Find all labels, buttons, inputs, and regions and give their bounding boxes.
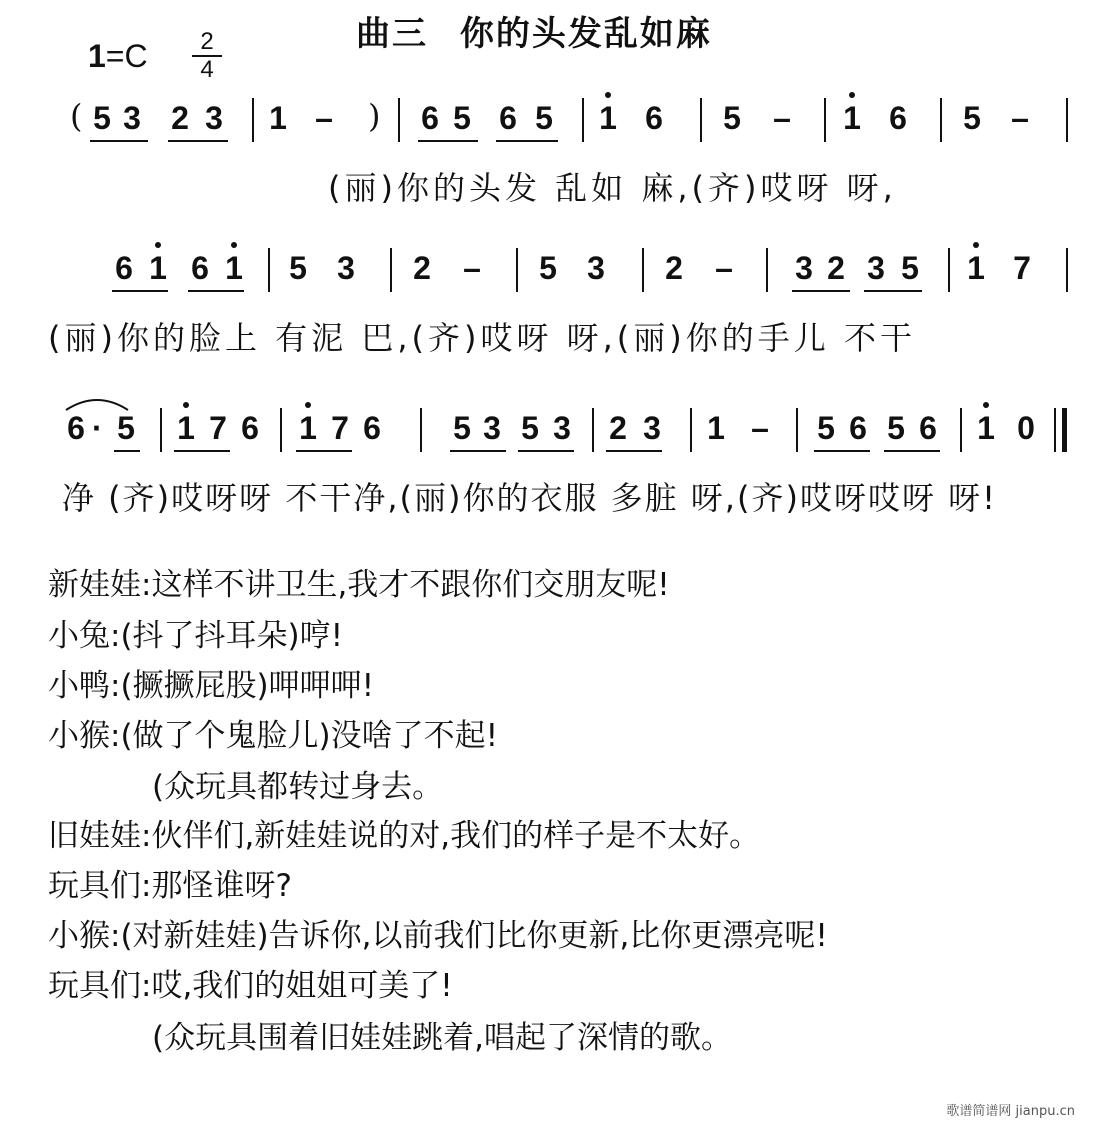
close-paren: ): [368, 97, 381, 135]
note: 5: [453, 410, 471, 446]
note: 3: [587, 250, 605, 286]
final-bar-thin: [1054, 408, 1056, 452]
note: 5: [887, 410, 905, 446]
bar-line: [160, 408, 162, 452]
note: 5: [93, 100, 111, 136]
bar-line: [280, 408, 282, 452]
note: 2: [609, 410, 627, 446]
beam: [606, 450, 662, 452]
dialogue-line-4: 小猴:(做了个鬼脸儿)没啥了不起!: [48, 718, 499, 754]
dialogue-line-2: 小兔:(抖了抖耳朵)哼!: [48, 618, 344, 654]
note-high: 1: [972, 408, 1000, 448]
note-dash: –: [463, 250, 481, 286]
bar-line: [398, 98, 400, 142]
note: 6: [499, 100, 517, 136]
note: 1: [707, 410, 725, 446]
note-dash: –: [315, 100, 333, 136]
note: 5: [963, 100, 981, 136]
note: 6: [645, 100, 663, 136]
octave-dot: [155, 242, 161, 248]
note: 2: [171, 100, 189, 136]
octave-dot: [983, 402, 989, 408]
note-dash: –: [751, 410, 769, 446]
note: 3: [553, 410, 571, 446]
dialogue-line-10: (众玩具围着旧娃娃跳着,唱起了深情的歌。: [152, 1020, 732, 1056]
note: 5: [289, 250, 307, 286]
bar-line: [642, 248, 644, 292]
beam: [518, 450, 574, 452]
note-high: 1: [144, 248, 172, 288]
song-title: 曲三 你的头发乱如麻: [356, 14, 712, 54]
dialogue-line-5: (众玩具都转过身去。: [152, 769, 444, 805]
beam: [114, 450, 140, 452]
bar-line: [766, 248, 768, 292]
beam: [188, 290, 244, 292]
note: 6: [849, 410, 867, 446]
dialogue-line-8: 小猴:(对新娃娃)告诉你,以前我们比你更新,比你更漂亮呢!: [48, 918, 828, 954]
bar-line: [948, 248, 950, 292]
note-high: 1: [838, 98, 866, 138]
beam: [168, 140, 228, 142]
augmentation-dot: ·: [92, 410, 103, 446]
note: 2: [413, 250, 431, 286]
octave-dot: [849, 92, 855, 98]
note: 7: [209, 410, 227, 446]
beam: [174, 450, 230, 452]
bar-line: [960, 408, 962, 452]
bar-line: [252, 98, 254, 142]
bar-line: [268, 248, 270, 292]
beam: [814, 450, 870, 452]
note-high: 1: [594, 98, 622, 138]
beam: [296, 450, 352, 452]
watermark: 歌谱简谱网 jianpu.cn: [946, 1104, 1075, 1119]
bar-line: [592, 408, 594, 452]
note: 5: [539, 250, 557, 286]
note-high: 1: [172, 408, 200, 448]
note: 5: [723, 100, 741, 136]
bar-line: [1066, 248, 1068, 292]
note: 5: [817, 410, 835, 446]
note: 3: [337, 250, 355, 286]
dialogue-line-1: 新娃娃:这样不讲卫生,我才不跟你们交朋友呢!: [48, 567, 670, 603]
note-high: 1: [962, 248, 990, 288]
beam: [884, 450, 940, 452]
note: 2: [827, 250, 845, 286]
octave-dot: [305, 402, 311, 408]
note: 5: [453, 100, 471, 136]
note: 3: [123, 100, 141, 136]
score-row-3: [0, 408, 1105, 478]
note: 6: [363, 410, 381, 446]
note: 6: [919, 410, 937, 446]
key-signature: 1=C: [88, 38, 148, 74]
meter-bottom: 4: [200, 56, 214, 83]
score-row-1: [0, 98, 1105, 168]
meter-top: 2: [200, 28, 214, 55]
octave-dot: [605, 92, 611, 98]
note-dash: –: [715, 250, 733, 286]
note: 6: [889, 100, 907, 136]
bar-line: [1066, 98, 1068, 142]
time-signature: [192, 30, 222, 82]
beam: [864, 290, 922, 292]
octave-dot: [183, 402, 189, 408]
beam: [450, 450, 506, 452]
note: 3: [867, 250, 885, 286]
octave-dot: [973, 242, 979, 248]
note-dash: –: [1011, 100, 1029, 136]
note: 6: [191, 250, 209, 286]
beam: [792, 290, 850, 292]
bar-line: [390, 248, 392, 292]
note: 6: [421, 100, 439, 136]
note: 7: [331, 410, 349, 446]
note: 3: [643, 410, 661, 446]
note: 5: [901, 250, 919, 286]
note: 6: [241, 410, 259, 446]
note: 5: [117, 410, 135, 446]
dialogue-line-6: 旧娃娃:伙伴们,新娃娃说的对,我们的样子是不太好。: [48, 818, 761, 854]
dialogue-line-9: 玩具们:哎,我们的姐姐可美了!: [48, 968, 453, 1004]
beam: [496, 140, 558, 142]
dialogue-line-3: 小鸭:(撅撅屁股)呷呷呷!: [48, 668, 375, 704]
beam: [90, 140, 148, 142]
bar-line: [824, 98, 826, 142]
note-high: 1: [294, 408, 322, 448]
note: 6: [67, 410, 85, 446]
note: 3: [483, 410, 501, 446]
bar-line: [516, 248, 518, 292]
note: 0: [1017, 410, 1035, 446]
note: 6: [115, 250, 133, 286]
note: 5: [521, 410, 539, 446]
lyric-line-1: (丽)你的头发 乱如 麻,(齐)哎呀 呀,: [328, 169, 897, 207]
lyric-line-3: 净 (齐)哎呀呀 不干净,(丽)你的衣服 多脏 呀,(齐)哎呀哎呀 呀!: [62, 479, 997, 517]
bar-line: [582, 98, 584, 142]
bar-line: [690, 408, 692, 452]
note-high: 1: [220, 248, 248, 288]
beam: [112, 290, 168, 292]
bar-line: [700, 98, 702, 142]
bar-line: [796, 408, 798, 452]
octave-dot: [231, 242, 237, 248]
bar-line: [940, 98, 942, 142]
score-row-2: [0, 248, 1105, 318]
note: 1: [269, 100, 287, 136]
final-bar-thick: [1062, 408, 1067, 452]
open-paren: (: [70, 97, 83, 135]
note: 3: [205, 100, 223, 136]
dialogue-line-7: 玩具们:那怪谁呀?: [48, 868, 292, 904]
note: 3: [795, 250, 813, 286]
note: 5: [535, 100, 553, 136]
beam: [418, 140, 478, 142]
note: 2: [665, 250, 683, 286]
bar-line: [420, 408, 422, 452]
lyric-line-2: (丽)你的脸上 有泥 巴,(齐)哎呀 呀,(丽)你的手儿 不干: [48, 319, 916, 357]
note: 7: [1013, 250, 1031, 286]
note-dash: –: [773, 100, 791, 136]
